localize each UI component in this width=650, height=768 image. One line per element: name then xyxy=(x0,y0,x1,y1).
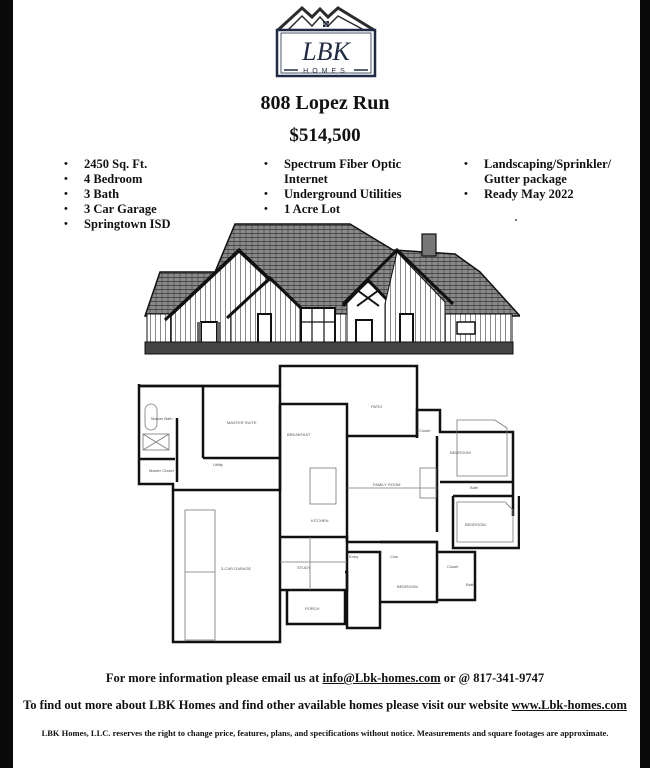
stray-mark xyxy=(515,219,517,221)
property-price: $514,500 xyxy=(289,125,361,146)
room-label: Bath xyxy=(466,582,475,587)
feature-item-continued: Gutter package xyxy=(484,172,567,186)
room-label: 3-CAR GARAGE xyxy=(221,566,252,571)
website-link[interactable]: www.Lbk-homes.com xyxy=(511,698,627,712)
feature-item: • 3 Car Garage xyxy=(64,202,171,217)
feature-item: • 4 Bedroom xyxy=(64,172,171,187)
website-text: To find out more about LBK Homes and find other available homes please visit our website xyxy=(23,698,512,712)
room-label: Closet xyxy=(447,564,459,569)
room-label: Master Bath xyxy=(151,416,173,421)
room-label: BEDROOM xyxy=(465,522,486,527)
room-label: BEDROOM xyxy=(450,450,471,455)
disclaimer: LBK Homes, LLC. reserves the right to change price, features, plans, and specifications without notice. Measurements and square footages are approximate. xyxy=(41,728,609,738)
logo-text: LBK xyxy=(302,37,350,66)
feature-item: • Springtown ISD xyxy=(64,217,171,232)
property-address: 808 Lopez Run xyxy=(260,92,390,114)
feature-item: • 1 Acre Lot xyxy=(264,202,402,217)
room-label: FAMILY ROOM xyxy=(373,482,401,487)
feature-item: • 2450 Sq. Ft. xyxy=(64,157,171,172)
house-elevation-drawing xyxy=(135,222,520,358)
website-line xyxy=(0,698,650,713)
contact-text: or @ xyxy=(440,671,474,685)
room-label: MASTER SUITE xyxy=(227,420,257,425)
room-label: Entry xyxy=(349,554,359,559)
feature-item: • Spectrum Fiber Optic xyxy=(264,157,402,172)
email-link[interactable]: info@Lbk-homes.com xyxy=(322,671,441,685)
roof-icon xyxy=(278,8,374,30)
contact-line xyxy=(0,671,650,686)
room-label: PORCH xyxy=(305,606,320,611)
room-label: Utility xyxy=(213,462,223,467)
features-list-2 xyxy=(264,157,402,217)
feature-item-continued: Internet xyxy=(284,172,328,186)
room-label: KITCHEN xyxy=(311,518,329,523)
room-label: STUDY xyxy=(297,565,311,570)
room-label: PATIO xyxy=(371,404,383,409)
feature-item: • Underground Utilities xyxy=(264,187,402,202)
phone-number: 817-341-9747 xyxy=(473,671,545,685)
room-label: BREAKFAST xyxy=(287,432,311,437)
lbk-homes-logo xyxy=(274,4,378,78)
features-list-1 xyxy=(64,157,171,232)
room-label: Master Closet xyxy=(149,468,174,473)
logo-subtext: HOMES xyxy=(303,68,349,75)
room-label: Bath xyxy=(470,485,479,490)
features-list-3 xyxy=(464,157,611,202)
room-label: BEDROOM xyxy=(397,584,418,589)
floor-plan-drawing xyxy=(135,362,520,652)
feature-item: • Ready May 2022 xyxy=(464,187,611,202)
room-label: Clos xyxy=(390,554,399,559)
contact-text: For more information please email us at xyxy=(105,671,323,685)
feature-item: • 3 Bath xyxy=(64,187,171,202)
room-label: Closet xyxy=(419,428,431,433)
feature-item: • Landscaping/Sprinkler/ xyxy=(464,157,611,172)
